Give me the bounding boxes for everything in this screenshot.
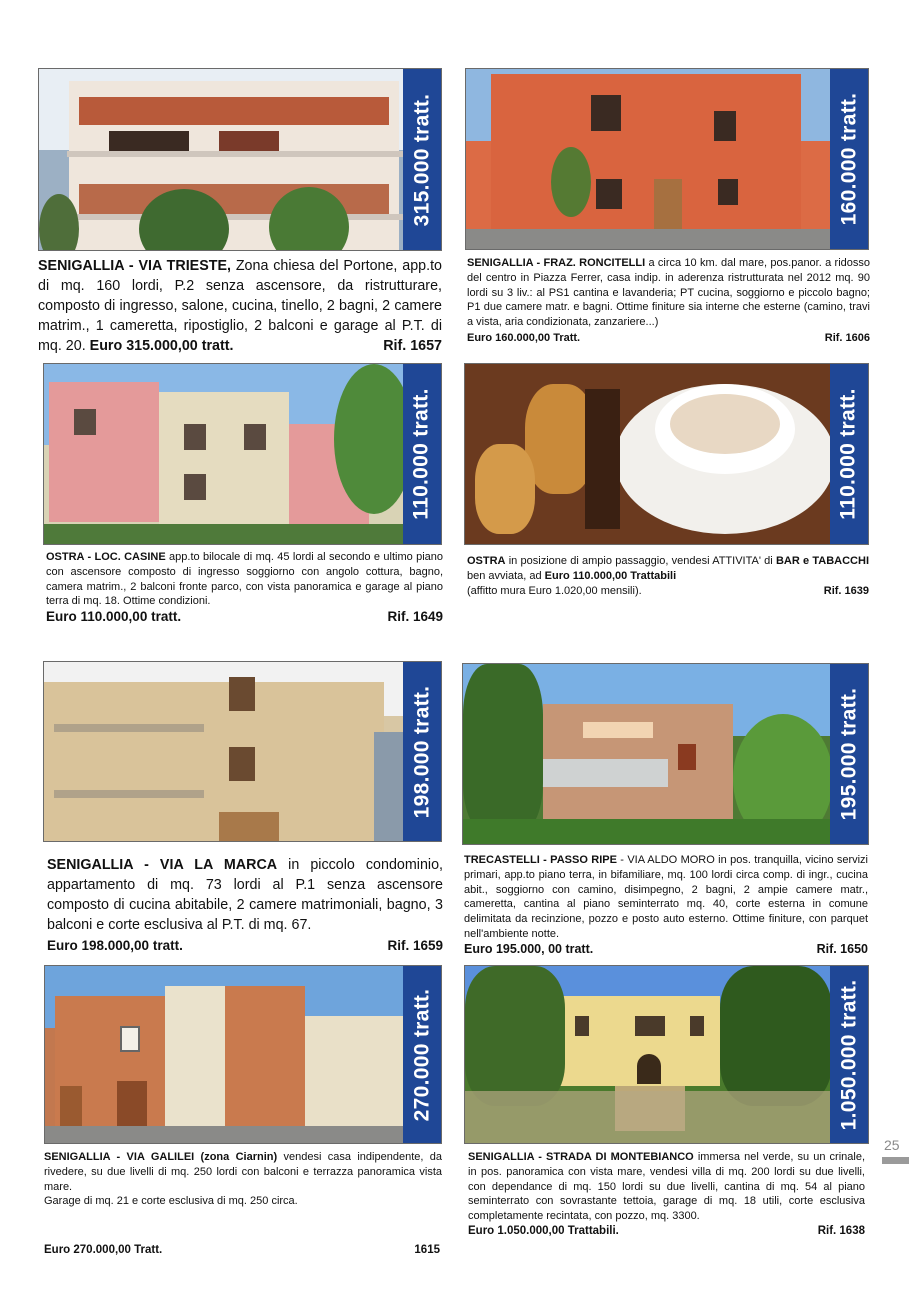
listing-location: SENIGALLIA - VIA TRIESTE, (38, 258, 231, 274)
listing-body: Garage di mq. 21 e corte esclusiva di mq. 250 circa. (44, 1195, 298, 1208)
listing-price: Euro 110.000,00 tratt. (46, 609, 182, 625)
listing-footer (46, 610, 443, 625)
price-badge (830, 69, 868, 249)
property-photo[interactable] (464, 363, 869, 545)
price-badge-text: 110.000 tratt. (410, 388, 434, 520)
listing-footer (464, 942, 868, 957)
price-badge-text: 110.000 tratt. (837, 388, 861, 520)
listing-ref: Rif. 1606 (824, 331, 870, 344)
price-badge-text: 160.000 tratt. (837, 92, 860, 226)
price-badge-text: 270.000 tratt. (410, 988, 433, 1121)
listing-location: SENIGALLIA - VIA LA MARCA (47, 857, 278, 873)
listing-body: - VIA ALDO MORO in pos. tranquilla, vicino servizi primari, app.to piano terra, in bifamiliare, mq. 100 lordi circa comp. di ingr., cucina abit., soggiorno con camino, disimpegno, 2 bagni, 2 ampie camere matr., cameretta, cantina al piano seminterrato mq. 40, corte esterna in comune delimitata da recinzione, pozzo e posto auto esterno. Ottime finiture, con parquet nell'ambiente notte. (464, 854, 868, 940)
listing-ref: Rif. 1650 (816, 941, 868, 956)
listing-footer (467, 584, 869, 599)
price-badge (830, 364, 868, 544)
listing-location: OSTRA - LOC. CASINE (46, 551, 166, 563)
price-badge-text: 198.000 tratt. (410, 685, 433, 818)
price-badge-text: 1.050.000 tratt. (837, 979, 861, 1130)
listing-body: app.to bilocale di mq. 45 lordi al secondo e ultimo piano con ascensore composto di ingresso soggiorno con angolo cottura, bagno, camera matrim., 2 balconi fronte parco, con vista panoramica e garage al piano terra di mq. 18. Ottime condizioni. (46, 551, 443, 608)
listing-ref: Rif. 1649 (387, 609, 443, 625)
listing-description (44, 1150, 442, 1209)
property-photo[interactable] (44, 965, 442, 1144)
listing-price: Euro 195.000, 00 tratt. (464, 941, 594, 956)
listing-description (38, 256, 442, 356)
price-badge (403, 662, 441, 841)
price-badge (403, 364, 441, 544)
listing-body: in posizione di ampio passaggio, vendesi ATTIVITA' di (505, 555, 776, 567)
listing-body: (affitto mura Euro 1.020,00 mensili). (467, 584, 642, 597)
listing-ref: Rif. 1638 (817, 1224, 865, 1237)
listing-price: Euro 1.050.000,00 Trattabili. (468, 1224, 619, 1237)
listing-footer (44, 1243, 440, 1258)
listing-body: vendesi casa indipendente, da rivedere, su due livelli di mq. 250 lordi con balconi e terrazza panoramica vista mare. (44, 1151, 443, 1193)
listing-body: Zona chiesa del Portone, app.to di mq. 160 lordi, P.2 senza ascensore, da ristrutturare, composto di ingresso, salone, cucina, tinello, 2 bagni, 2 camere matrim., 1 cameretta, ripostiglio, 2 balconi e garage al P.T. di mq. 20. (38, 258, 442, 354)
listing-description (46, 550, 443, 625)
price-badge (403, 69, 441, 250)
listing-ref: Rif. 1639 (823, 584, 869, 597)
listing-location: SENIGALLIA - VIA GALILEI (zona Ciarnin) (44, 1151, 278, 1163)
listing-ref: Rif. 1657 (383, 338, 442, 354)
listing-body: immersa nel verde, su un crinale, in pos. panoramica con vista mare, vendesi villa di mq. 200 lordi su due livelli, con dependance di mq. 150 lordi su due livelli, cantina di mq. 54 al piano seminterrato con sovrastante tettoia, garage di mq. 18 utili, corte esclusiva completamente recintata, con pozzo, mq. 3300. (468, 1151, 865, 1223)
price-badge (830, 966, 868, 1143)
listing-price: Euro 315.000,00 tratt. (89, 338, 234, 354)
listing-body: a circa 10 km. dal mare, pos.panor. a ridosso del centro in Piazza Ferrer, casa indip. in aderenza ristrutturata nel 2012 mq. 90 lordi su 3 liv.: al PS1 cantina e lavanderia; PT cucina, soggiorno e piccolo bagno; P1 due camere matr. e bagni. Ottime finiture sia interne che esterne (camino, travi a vista, aria condizionata, zanzariere...) (467, 257, 870, 329)
listing-description (47, 855, 443, 956)
property-photo[interactable] (462, 663, 869, 845)
property-photo[interactable] (465, 68, 869, 250)
listing-body: in piccolo condominio, appartamento di mq. 73 lordi al P.1 senza ascensore composto di cucina abitabile, 2 camere matrimoniali, bagno, 3 balconi e corte esclusiva al P.T. di mq. 67. (47, 857, 443, 933)
price-badge (403, 966, 441, 1143)
listing-location: OSTRA (467, 555, 506, 567)
listing-description (468, 1150, 865, 1239)
listing-footer (47, 936, 443, 956)
listing-price: Euro 160.000,00 Tratt. (467, 331, 581, 344)
page-number: 25 (884, 1137, 900, 1153)
listing-ref: Rif. 1659 (387, 938, 443, 953)
page-number-bar (882, 1157, 909, 1164)
price-badge (830, 664, 868, 844)
listing-footer (467, 331, 870, 346)
listing-location: SENIGALLIA - FRAZ. RONCITELLI (467, 257, 646, 269)
listing-price: Euro 198.000,00 tratt. (47, 938, 183, 953)
listing-price: Euro 110.000,00 Trattabili (544, 569, 677, 582)
listing-location: SENIGALLIA - STRADA DI MONTEBIANCO (468, 1151, 694, 1163)
listing-description (464, 853, 868, 957)
property-photo[interactable] (464, 965, 869, 1144)
property-photo[interactable] (43, 363, 442, 545)
listing-body: ben avviata, ad (467, 569, 545, 582)
listing-footer (468, 1224, 865, 1239)
listing-description (467, 554, 869, 598)
property-photo[interactable] (38, 68, 442, 251)
listing-price: Euro 270.000,00 Tratt. (44, 1244, 163, 1256)
listing-ref: 1615 (414, 1244, 440, 1256)
listing-location: TRECASTELLI - PASSO RIPE (464, 854, 617, 866)
price-badge-text: 315.000 tratt. (410, 93, 433, 226)
price-badge-text: 195.000 tratt. (837, 687, 860, 821)
property-photo[interactable] (43, 661, 442, 842)
listing-description (467, 256, 870, 346)
listing-highlight: BAR e TABACCHI (775, 555, 870, 567)
